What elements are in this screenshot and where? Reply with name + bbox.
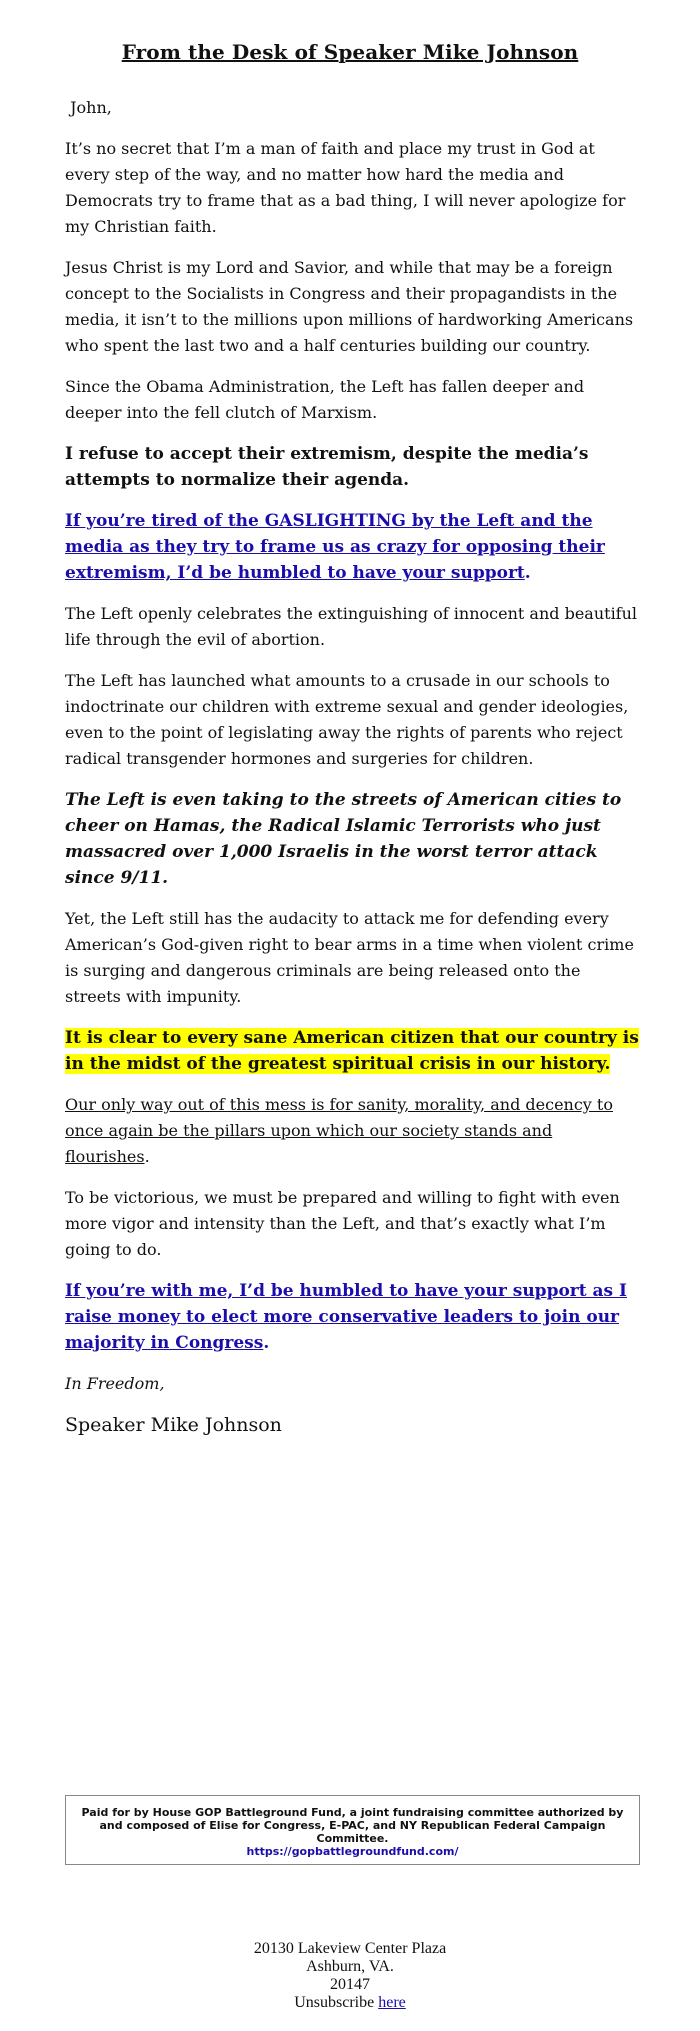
address-zip: 20147	[330, 1976, 370, 1993]
page-title: From the Desk of Speaker Mike Johnson	[121, 40, 579, 64]
paragraph-donate-link-1	[65, 508, 640, 586]
paragraph-donate-link-2	[65, 1278, 640, 1356]
footer-address	[0, 1940, 700, 2012]
paragraph-crisis	[65, 1025, 640, 1077]
disclaimer-text: Paid for by House GOP Battleground Fund, a joint fundraising committee authorized by and composed of Elise for Congress, E-PAC, and NY Republican Federal Campaign Committee.	[81, 1806, 624, 1845]
donate-link-gaslighting[interactable]: If you’re tired of the GASLIGHTING by the Left and the media as they try to frame us as crazy for opposing their extremism, I’d be humbled to have your support	[65, 511, 605, 583]
address-street: 20130 Lakeview Center Plaza	[253, 1940, 447, 1957]
paragraph-marxism: Since the Obama Administration, the Left has fallen deeper and deeper into the fell clutch of Marxism.	[65, 377, 585, 422]
paragraph-faith: It’s no secret that I’m a man of faith and place my trust in God at every step of the way, and no matter how hard the media and Democrats try to frame that as a bad thing, I will never apologize for my Christian faith.	[65, 139, 626, 236]
paid-for-disclaimer	[65, 1795, 640, 1865]
salutation	[65, 95, 640, 121]
letter-body	[65, 95, 640, 1438]
underlined-sanity-text: Our only way out of this mess is for sanity, morality, and decency to once again be the pillars upon which our society stands and flourishes	[65, 1095, 613, 1166]
paragraph-savior: Jesus Christ is my Lord and Savior, and while that may be a foreign concept to the Socialists in Congress and their propagandists in the media, it isn’t to the millions upon millions of hardworking Americans who spent the last two and a half centuries building our country.	[65, 258, 634, 355]
donate-link-period: .	[524, 563, 531, 583]
highlighted-crisis-text: It is clear to every sane American citizen that our country is in the midst of the greatest spiritual crisis in our history.	[65, 1028, 639, 1074]
unsubscribe-prefix: Unsubscribe	[294, 1994, 375, 2011]
paragraph-hamas: The Left is even taking to the streets of American cities to cheer on Hamas, the Radical Islamic Terrorists who just massacred over 1,000 Israelis in the worst terror attack since 9/11.	[65, 790, 622, 888]
donate-link-2-period: .	[263, 1333, 270, 1353]
disclaimer-url-link[interactable]: https://gopbattlegroundfund.com/	[246, 1845, 459, 1858]
paragraph-refuse: I refuse to accept their extremism, despite the media’s attempts to normalize their agenda.	[65, 444, 589, 490]
signature: Speaker Mike Johnson	[65, 1414, 282, 1436]
unsubscribe-link[interactable]: here	[378, 1994, 406, 2011]
paragraph-victorious: To be victorious, we must be prepared and willing to fight with even more vigor and intensity than the Left, and that’s exactly what I’m going to do.	[65, 1188, 620, 1259]
paragraph-sanity	[65, 1092, 640, 1170]
paragraph-bear-arms: Yet, the Left still has the audacity to attack me for defending every American’s God-given right to bear arms in a time when violent crime is surging and dangerous criminals are being released onto the streets with impunity.	[65, 909, 634, 1006]
closing: In Freedom,	[65, 1374, 165, 1393]
paragraph-schools: The Left has launched what amounts to a crusade in our schools to indoctrinate our children with extreme sexual and gender ideologies, even to the point of legislating away the rights of parents who reject radical transgender hormones and surgeries for children.	[65, 671, 629, 768]
donate-link-majority[interactable]: If you’re with me, I’d be humbled to have your support as I raise money to elect more conservative leaders to join our majority in Congress	[65, 1281, 627, 1353]
address-city: Ashburn, VA.	[306, 1958, 394, 1975]
sanity-period: .	[144, 1147, 150, 1166]
salutation-text: John,	[70, 98, 112, 117]
paragraph-abortion: The Left openly celebrates the extinguishing of innocent and beautiful life through the evil of abortion.	[65, 604, 638, 649]
unsubscribe-line	[0, 1994, 700, 2012]
